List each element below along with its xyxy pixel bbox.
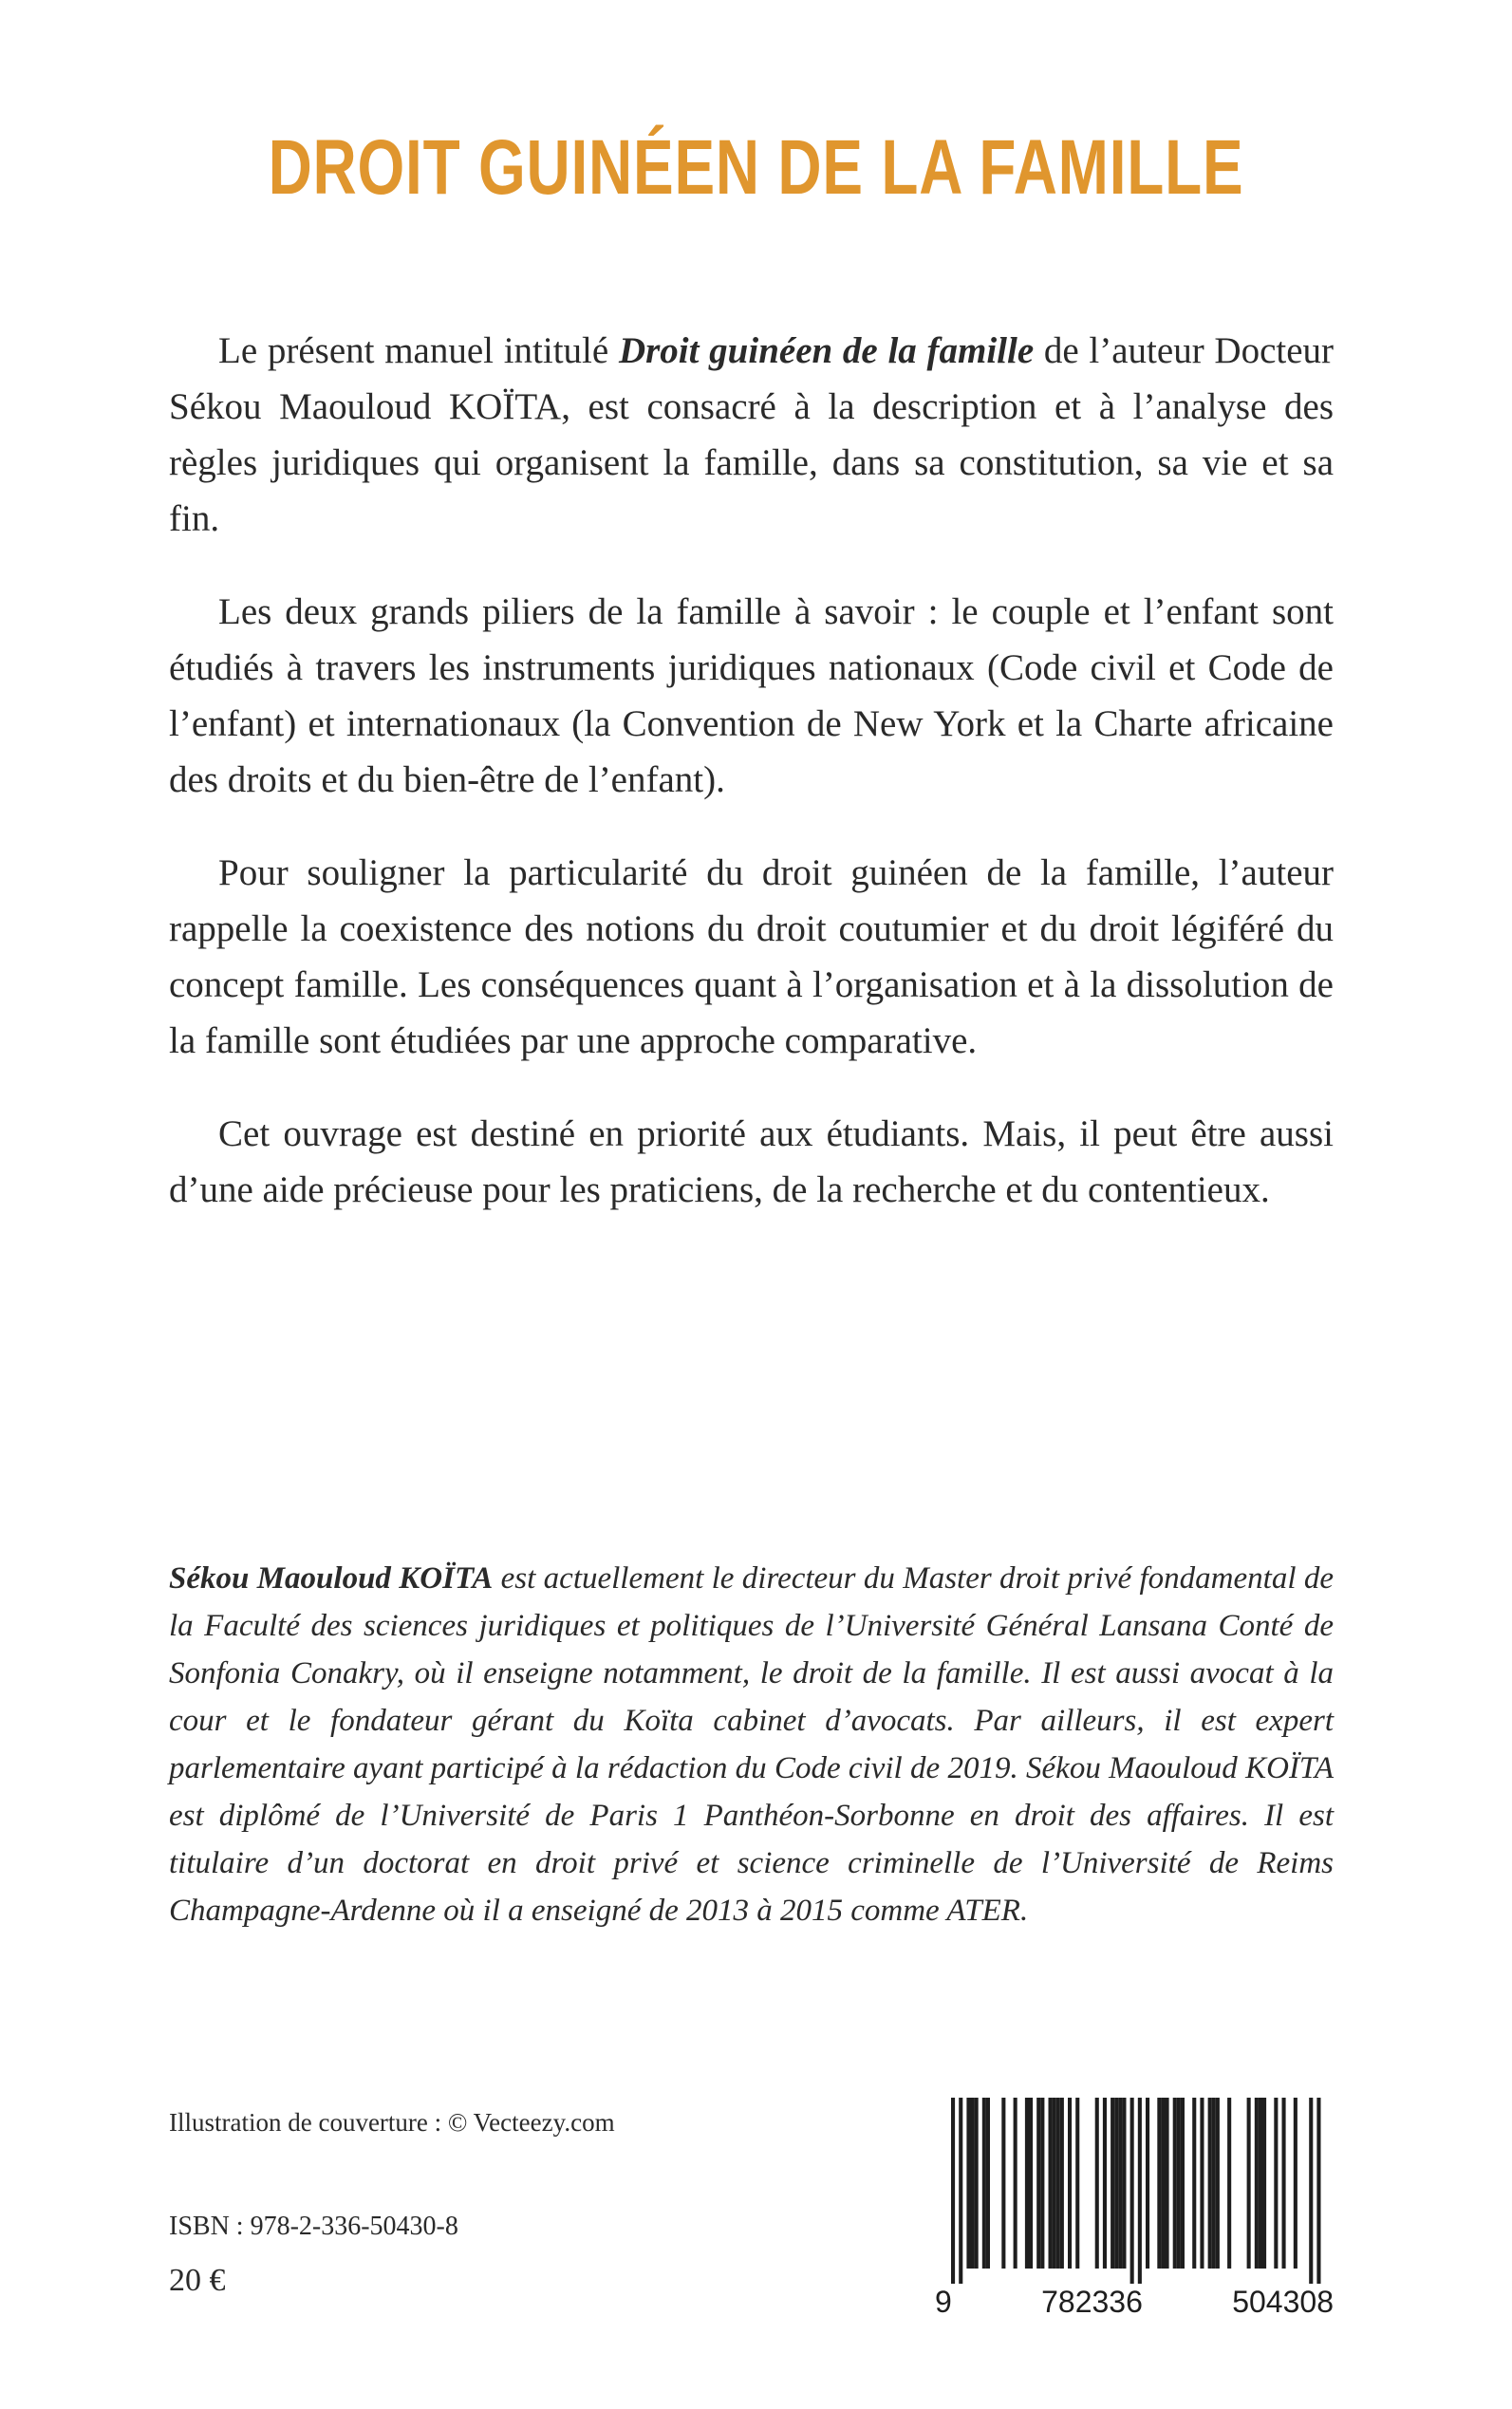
synopsis-paragraph-2: Les deux grands piliers de la famille à savoir : le couple et l’enfant sont étudiés à travers les instruments juridiques nationaux (Code civil et Code de l’enfant) et internationaux (la Convention de New York et la Charte africaine des droits et du bien-être de l’enfant). [169, 591, 1334, 800]
barcode-bar [1036, 2098, 1040, 2269]
author-bio-text: est actuellement le directeur du Master droit privé fondamental de la Faculté des sciences juridiques et politiques de l’Université Général Lansana Conté de Sonfonia Conakry, où il enseigne notamment, le droit de la famille. Il est aussi avocat à la cour et le fondateur gérant du Koïta cabinet d’avocats. Par ailleurs, il est expert parlementaire ayant participé à la rédaction du Code civil de 2019. Sékou Maouloud KOÏTA est diplômé de l’Université de Paris 1 Panthéon-Sorbonne en droit des affaires. Il est titulaire d’un doctorat en droit privé et science criminelle de l’Université de Reims Champagne-Ardenne où il a enseigné de 2013 à 2015 comme ATER. [169, 1561, 1334, 1928]
barcode-bar [1212, 2098, 1216, 2269]
barcode-bar [1122, 2098, 1126, 2269]
synopsis-paragraph-3: Pour souligner la particularité du droit guinéen de la famille, l’auteur rappelle la coexistence des notions du droit coutumier et du droit légiféré du concept famille. Les conséquences quant à l’organisation et à la dissolution de la famille sont étudiées par une approche comparative. [169, 852, 1334, 1061]
barcode-digit-group-2: 782336 [1041, 2285, 1143, 2319]
book-title-italic: Droit guinéen de la famille [618, 330, 1035, 371]
barcode-bar [1255, 2098, 1259, 2269]
barcode-bar [951, 2098, 955, 2284]
barcode-bar [975, 2098, 979, 2269]
barcode-bar [971, 2098, 975, 2269]
barcode-bar [1029, 2098, 1033, 2269]
book-title: DROIT GUINÉEN DE LA FAMILLE [268, 124, 1244, 211]
barcode-bar [1068, 2098, 1072, 2269]
barcode-bar [1294, 2098, 1297, 2269]
barcode-bar [1111, 2098, 1114, 2269]
isbn: ISBN : 978-2-336-50430-8 [169, 2212, 458, 2241]
barcode-digits [935, 2285, 1334, 2320]
barcode-bar [1177, 2098, 1181, 2269]
barcode-bar [1103, 2098, 1107, 2269]
barcode-bar [982, 2098, 986, 2269]
barcode-bar [1166, 2098, 1169, 2269]
barcode-bar [1208, 2098, 1212, 2269]
barcode-bar [1040, 2098, 1044, 2269]
synopsis-p1-start: Le présent manuel intitulé [218, 330, 619, 371]
synopsis-p1-end: de l’auteur Docteur Sékou Maouloud KOÏTA, est consacré à la description et à l’analyse des règles juridiques qui organisent la famille, dans sa constitution, sa vie et sa fin. [169, 330, 1335, 539]
barcode-bar [1309, 2098, 1313, 2284]
barcode-bar [1049, 2098, 1053, 2269]
barcode-digit-group-3: 504308 [1232, 2285, 1334, 2319]
barcode-bar [1227, 2098, 1231, 2269]
barcode-bar [1075, 2098, 1079, 2269]
barcode-bar [1200, 2098, 1204, 2269]
barcode-bar [1025, 2098, 1029, 2269]
barcode-bar [1095, 2098, 1099, 2269]
barcode-digit-group-1: 9 [935, 2285, 952, 2319]
barcode-bar [1173, 2098, 1177, 2269]
synopsis [169, 323, 1334, 1255]
barcode-bar [1274, 2098, 1278, 2269]
barcode-bar [1014, 2098, 1017, 2269]
barcode-bar [1060, 2098, 1064, 2269]
barcode-bars [935, 2098, 1334, 2284]
author-name: Sékou Maouloud KOÏTA [169, 1561, 494, 1596]
barcode-bar [1118, 2098, 1122, 2269]
barcode-bar [959, 2098, 962, 2284]
barcode-bar [1157, 2098, 1161, 2269]
barcode [935, 2098, 1334, 2318]
barcode-bar [1053, 2098, 1056, 2269]
barcode-bar [1282, 2098, 1286, 2269]
barcode-bar [1138, 2098, 1142, 2284]
barcode-bar [1216, 2098, 1220, 2269]
synopsis-paragraph-4: Cet ouvrage est destiné en priorité aux étudiants. Mais, il peut être aussi d’une aide précieuse pour les praticiens, de la recherche et du contentieux. [169, 1113, 1334, 1210]
barcode-bar [966, 2098, 970, 2269]
barcode-bar [1262, 2098, 1266, 2269]
synopsis-paragraph-1 [169, 323, 1334, 547]
author-bio [169, 1555, 1334, 1934]
barcode-bar [1114, 2098, 1118, 2269]
barcode-bar [1161, 2098, 1165, 2269]
barcode-bar [1259, 2098, 1262, 2269]
barcode-bar [1247, 2098, 1251, 2269]
barcode-bar [1192, 2098, 1196, 2269]
barcode-bar [1146, 2098, 1149, 2269]
barcode-bar [1181, 2098, 1185, 2269]
barcode-bar [986, 2098, 990, 2269]
price: 20 € [169, 2263, 226, 2298]
barcode-bar [1130, 2098, 1134, 2284]
barcode-bar [1316, 2098, 1320, 2284]
barcode-bar [1056, 2098, 1060, 2269]
cover-illustration-credit: Illustration de couverture : © Vecteezy.com [169, 2108, 615, 2137]
barcode-bar [1001, 2098, 1005, 2269]
